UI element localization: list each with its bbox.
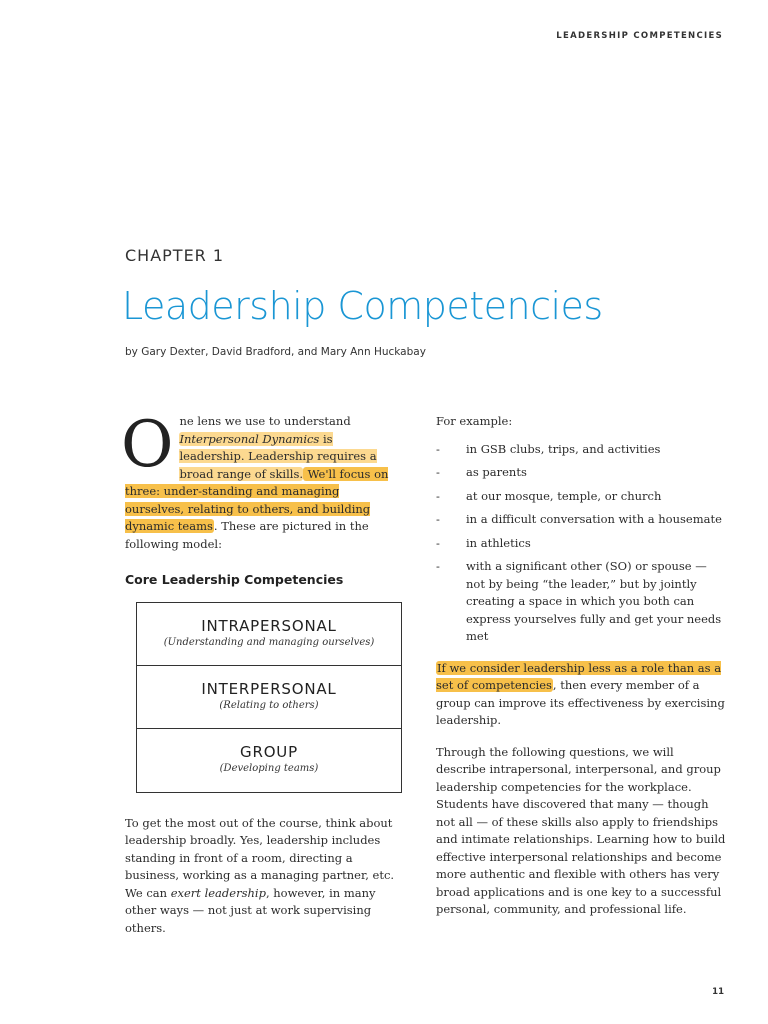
list-dash: - xyxy=(436,512,440,526)
list-item-text: at our mosque, temple, or church xyxy=(466,488,662,503)
model-row-name: GROUP xyxy=(240,742,298,761)
list-item xyxy=(436,511,726,529)
chapter-title: Leadership Competencies xyxy=(122,284,603,328)
intro-highlight-1: is leadership. Leadership requires a broad range of skills. xyxy=(179,431,377,481)
chapter-label: CHAPTER 1 xyxy=(125,246,225,265)
list-item xyxy=(436,488,726,506)
list-item-text: in GSB clubs, trips, and activities xyxy=(466,441,661,456)
byline: by Gary Dexter, David Bradford, and Mary Ann Huckabay xyxy=(125,346,426,358)
competencies-text: , then every member of a group can improve its effectiveness by exercising leadership. xyxy=(436,678,725,727)
model-row-name: INTRAPERSONAL xyxy=(201,616,337,635)
drop-cap: O xyxy=(121,408,174,482)
model-row-interpersonal xyxy=(137,666,401,729)
running-head: LEADERSHIP COMPETENCIES xyxy=(556,31,723,41)
broad-text-1: To get the most out of the course, think about leadership broadly. Yes, leadership includes standing in front of a room, directing a business, working as a managing partner, etc. We can xyxy=(125,815,395,900)
list-dash: - xyxy=(436,441,440,456)
intro-paragraph xyxy=(121,408,395,553)
competency-model xyxy=(136,602,402,793)
examples-list xyxy=(436,441,726,646)
examples-intro: For example: xyxy=(436,414,513,428)
intro-text-2: . These are pictured in the following model: xyxy=(125,519,369,551)
model-row-description: (Relating to others) xyxy=(219,699,319,711)
list-dash: - xyxy=(436,559,440,573)
list-dash: - xyxy=(436,465,440,479)
intro-highlight-2: We'll focus on three: under-standing and managing ourselves, relating to others, and building dynamic teams xyxy=(125,466,389,533)
questions-paragraph: Through the following questions, we will describe intrapersonal, interpersonal, and group leadership competencies for the workplace. Students have discovered that many — though not all — of these skills also apply to friendships and intimate relationships. Learning how to build effective interpersonal relationships and become more authentic and flexible with others has very broad applications and is one key to a successful personal, community, and professional life. xyxy=(436,744,726,916)
broad-leadership-paragraph xyxy=(125,815,395,938)
model-heading: Core Leadership Competencies xyxy=(125,572,344,587)
list-item xyxy=(436,535,726,553)
course-name: Interpersonal Dynamics xyxy=(179,431,320,446)
page-number: 11 xyxy=(712,987,724,997)
list-item xyxy=(436,441,726,459)
list-item-text: in athletics xyxy=(466,535,531,550)
model-row-name: INTERPERSONAL xyxy=(201,679,337,698)
model-row-description: (Developing teams) xyxy=(219,762,319,774)
list-item-text: with a significant other (SO) or spouse — not by being “the leader,” but by jointly creating a space in which you both can express yourselves fully and get your needs met xyxy=(466,559,722,643)
right-column xyxy=(436,413,726,919)
competencies-paragraph xyxy=(436,660,726,730)
competencies-highlight: If we consider leadership less as a role than as a set of competencies xyxy=(436,660,722,692)
model-row-intrapersonal xyxy=(137,603,401,666)
list-dash: - xyxy=(436,535,440,550)
list-dash: - xyxy=(436,488,440,503)
left-column xyxy=(121,408,395,937)
model-row-group xyxy=(137,729,401,792)
model-row-description: (Understanding and managing ourselves) xyxy=(163,636,375,648)
list-item xyxy=(436,464,726,482)
list-item-text: as parents xyxy=(466,465,527,479)
intro-text-1: ne lens we use to understand xyxy=(179,414,351,428)
list-item-text: in a difficult conversation with a housemate xyxy=(466,512,722,526)
broad-emphasis: exert leadership xyxy=(170,885,266,900)
broad-text-2: , however, in many other ways — not just at work supervising others. xyxy=(125,885,376,935)
list-item xyxy=(436,558,726,646)
